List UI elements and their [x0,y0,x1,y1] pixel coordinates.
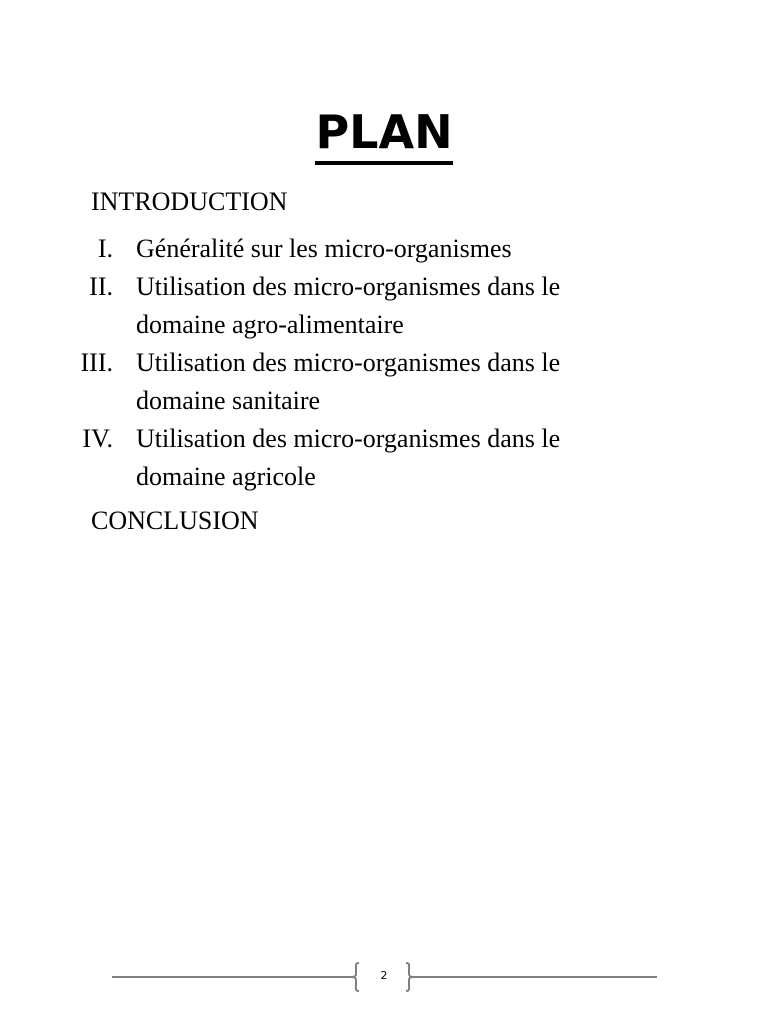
toc-item-1 [0,230,606,268]
footer-rule-right [413,976,657,978]
toc-item-4 [0,420,606,496]
toc-item-3 [0,344,606,420]
conclusion-heading: CONCLUSION [91,506,259,535]
page-title-text: PLAN [315,103,452,165]
toc-item-text: Généralité sur les micro-organismes [136,234,512,263]
page-title [0,100,768,165]
toc-item-numeral: IV. [82,424,113,453]
introduction-heading: INTRODUCTION [91,187,288,216]
left-brace-icon [351,962,361,992]
toc-item-numeral: II. [89,272,113,301]
toc-item-numeral: I. [97,234,113,263]
toc-item-numeral: III. [80,348,113,377]
table-of-contents [0,230,768,496]
toc-item-2 [0,268,606,344]
toc-item-text: Utilisation des micro-organismes dans le domaine agricole [136,424,561,491]
page-number: 2 [380,969,388,982]
toc-item-text: Utilisation des micro-organismes dans le domaine agro-alimentaire [136,272,561,339]
footer-rule-left [112,976,354,978]
toc-item-text: Utilisation des micro-organismes dans le domaine sanitaire [136,348,561,415]
